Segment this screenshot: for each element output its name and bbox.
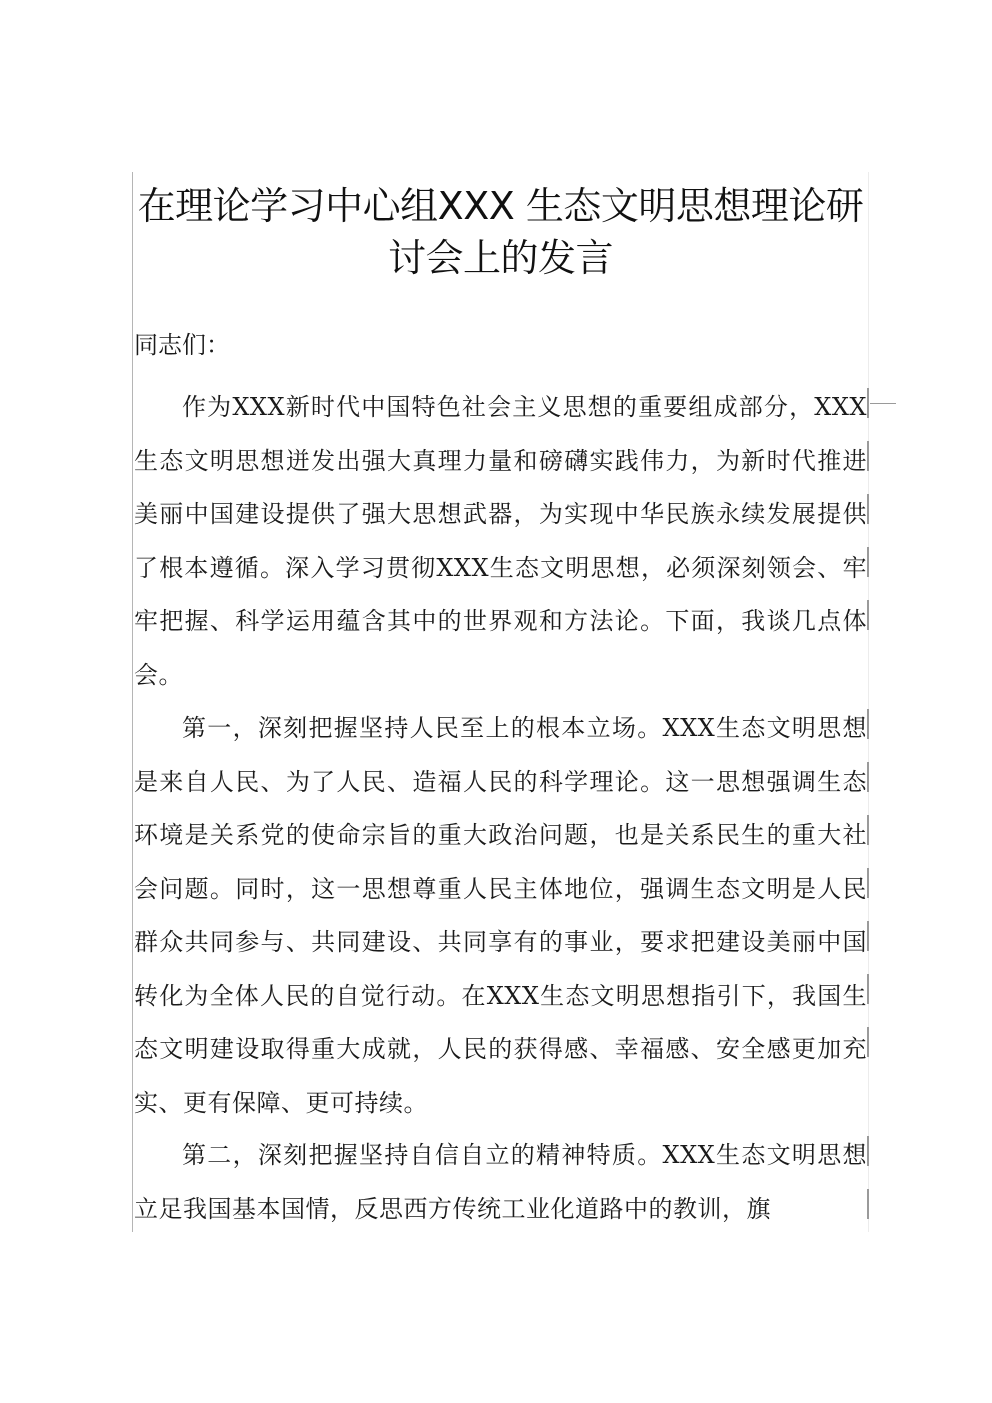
right-margin-rule (868, 172, 869, 1232)
margin-tick (867, 1189, 869, 1219)
title-line-1: 在理论学习中心组XXX 生态文明思想理论研 (137, 184, 864, 228)
document-title (133, 180, 868, 284)
salutation: 同志们： (134, 331, 230, 359)
margin-tick (867, 494, 869, 524)
margin-extension-line (870, 403, 896, 404)
margin-tick (867, 921, 869, 951)
margin-tick (867, 762, 869, 792)
left-margin-rule (132, 172, 133, 1232)
margin-tick (867, 815, 869, 845)
margin-tick (867, 1136, 869, 1166)
margin-tick (867, 600, 869, 630)
margin-tick (867, 388, 869, 418)
body-paragraph: 第一，深刻把握坚持人民至上的根本立场。XXX生态文明思想是来自人民、为了人民、造福人民的科学理论。这一思想强调生态环境是关系党的使命宗旨的重大政治问题，也是关系民生的重大社会问题。同时，这一思想尊重人民主体地位，强调生态文明是人民群众共同参与、共同建设、共同享有的事业，要求把建设美丽中国转化为全体人民的自觉行动。在XXX生态文明思想指引下，我国生态文明建设取得重大成就，人民的获得感、幸福感、安全感更加充实、更有保障、更可持续。 (134, 714, 867, 1117)
margin-tick (867, 709, 869, 739)
body-paragraph: 第二，深刻把握坚持自信自立的精神特质。XXX生态文明思想立足我国基本国情，反思西方传统工业化道路中的教训，旗 (134, 1141, 867, 1223)
margin-tick (867, 441, 869, 471)
body-paragraph: 作为XXX新时代中国特色社会主义思想的重要组成部分，XXX生态文明思想迸发出强大真理力量和磅礴实践伟力，为新时代推进美丽中国建设提供了强大思想武器，为实现中华民族永续发展提供了根本遵循。深入学习贯彻XXX生态文明思想，必须深刻领会、牢牢把握、科学运用蕴含其中的世界观和方法论。下面，我谈几点体会。 (134, 393, 867, 689)
title-line-2: 讨会上的发言 (387, 236, 613, 280)
margin-tick (867, 974, 869, 1004)
margin-tick (867, 547, 869, 577)
margin-tick (867, 868, 869, 898)
margin-tick (867, 1027, 869, 1057)
